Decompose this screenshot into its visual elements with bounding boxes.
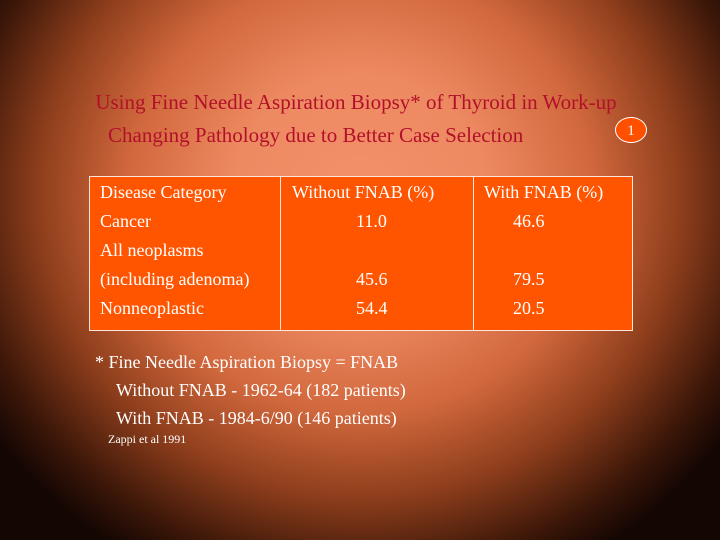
data-table [89,176,633,331]
citation: Zappi et al 1991 [108,432,187,446]
table-cell-category: All neoplasms [100,240,204,260]
footnote-without-fnab-period: Without FNAB - 1962-64 (182 patients) [116,380,406,400]
table-cell-without-fnab: 45.6 [356,269,388,289]
table-cell-with-fnab: 20.5 [513,298,545,318]
slide-title-line-1: Using Fine Needle Aspiration Biopsy* of Thyroid in Work-up [95,90,617,114]
table-cell-category: (including adenoma) [100,269,250,289]
table-cell-without-fnab: 11.0 [356,211,387,231]
table-cell-category: Cancer [100,211,151,231]
table-header-disease-category: Disease Category [100,182,227,202]
table-column-divider [473,177,474,330]
table-header-with-fnab: With FNAB (%) [484,182,604,202]
table-cell-with-fnab: 79.5 [513,269,545,289]
table-cell-without-fnab: 54.4 [356,298,388,318]
footnote-fnab-definition: * Fine Needle Aspiration Biopsy = FNAB [95,352,399,372]
footnote-with-fnab-period: With FNAB - 1984-6/90 (146 patients) [116,408,397,428]
slide-title-line-2: Changing Pathology due to Better Case Selection [108,123,524,147]
table-cell-category: Nonneoplastic [100,298,204,318]
table-column-divider [280,177,281,330]
slide-number-badge: 1 [615,117,647,143]
table-header-without-fnab: Without FNAB (%) [292,182,435,202]
table-cell-with-fnab: 46.6 [513,211,545,231]
